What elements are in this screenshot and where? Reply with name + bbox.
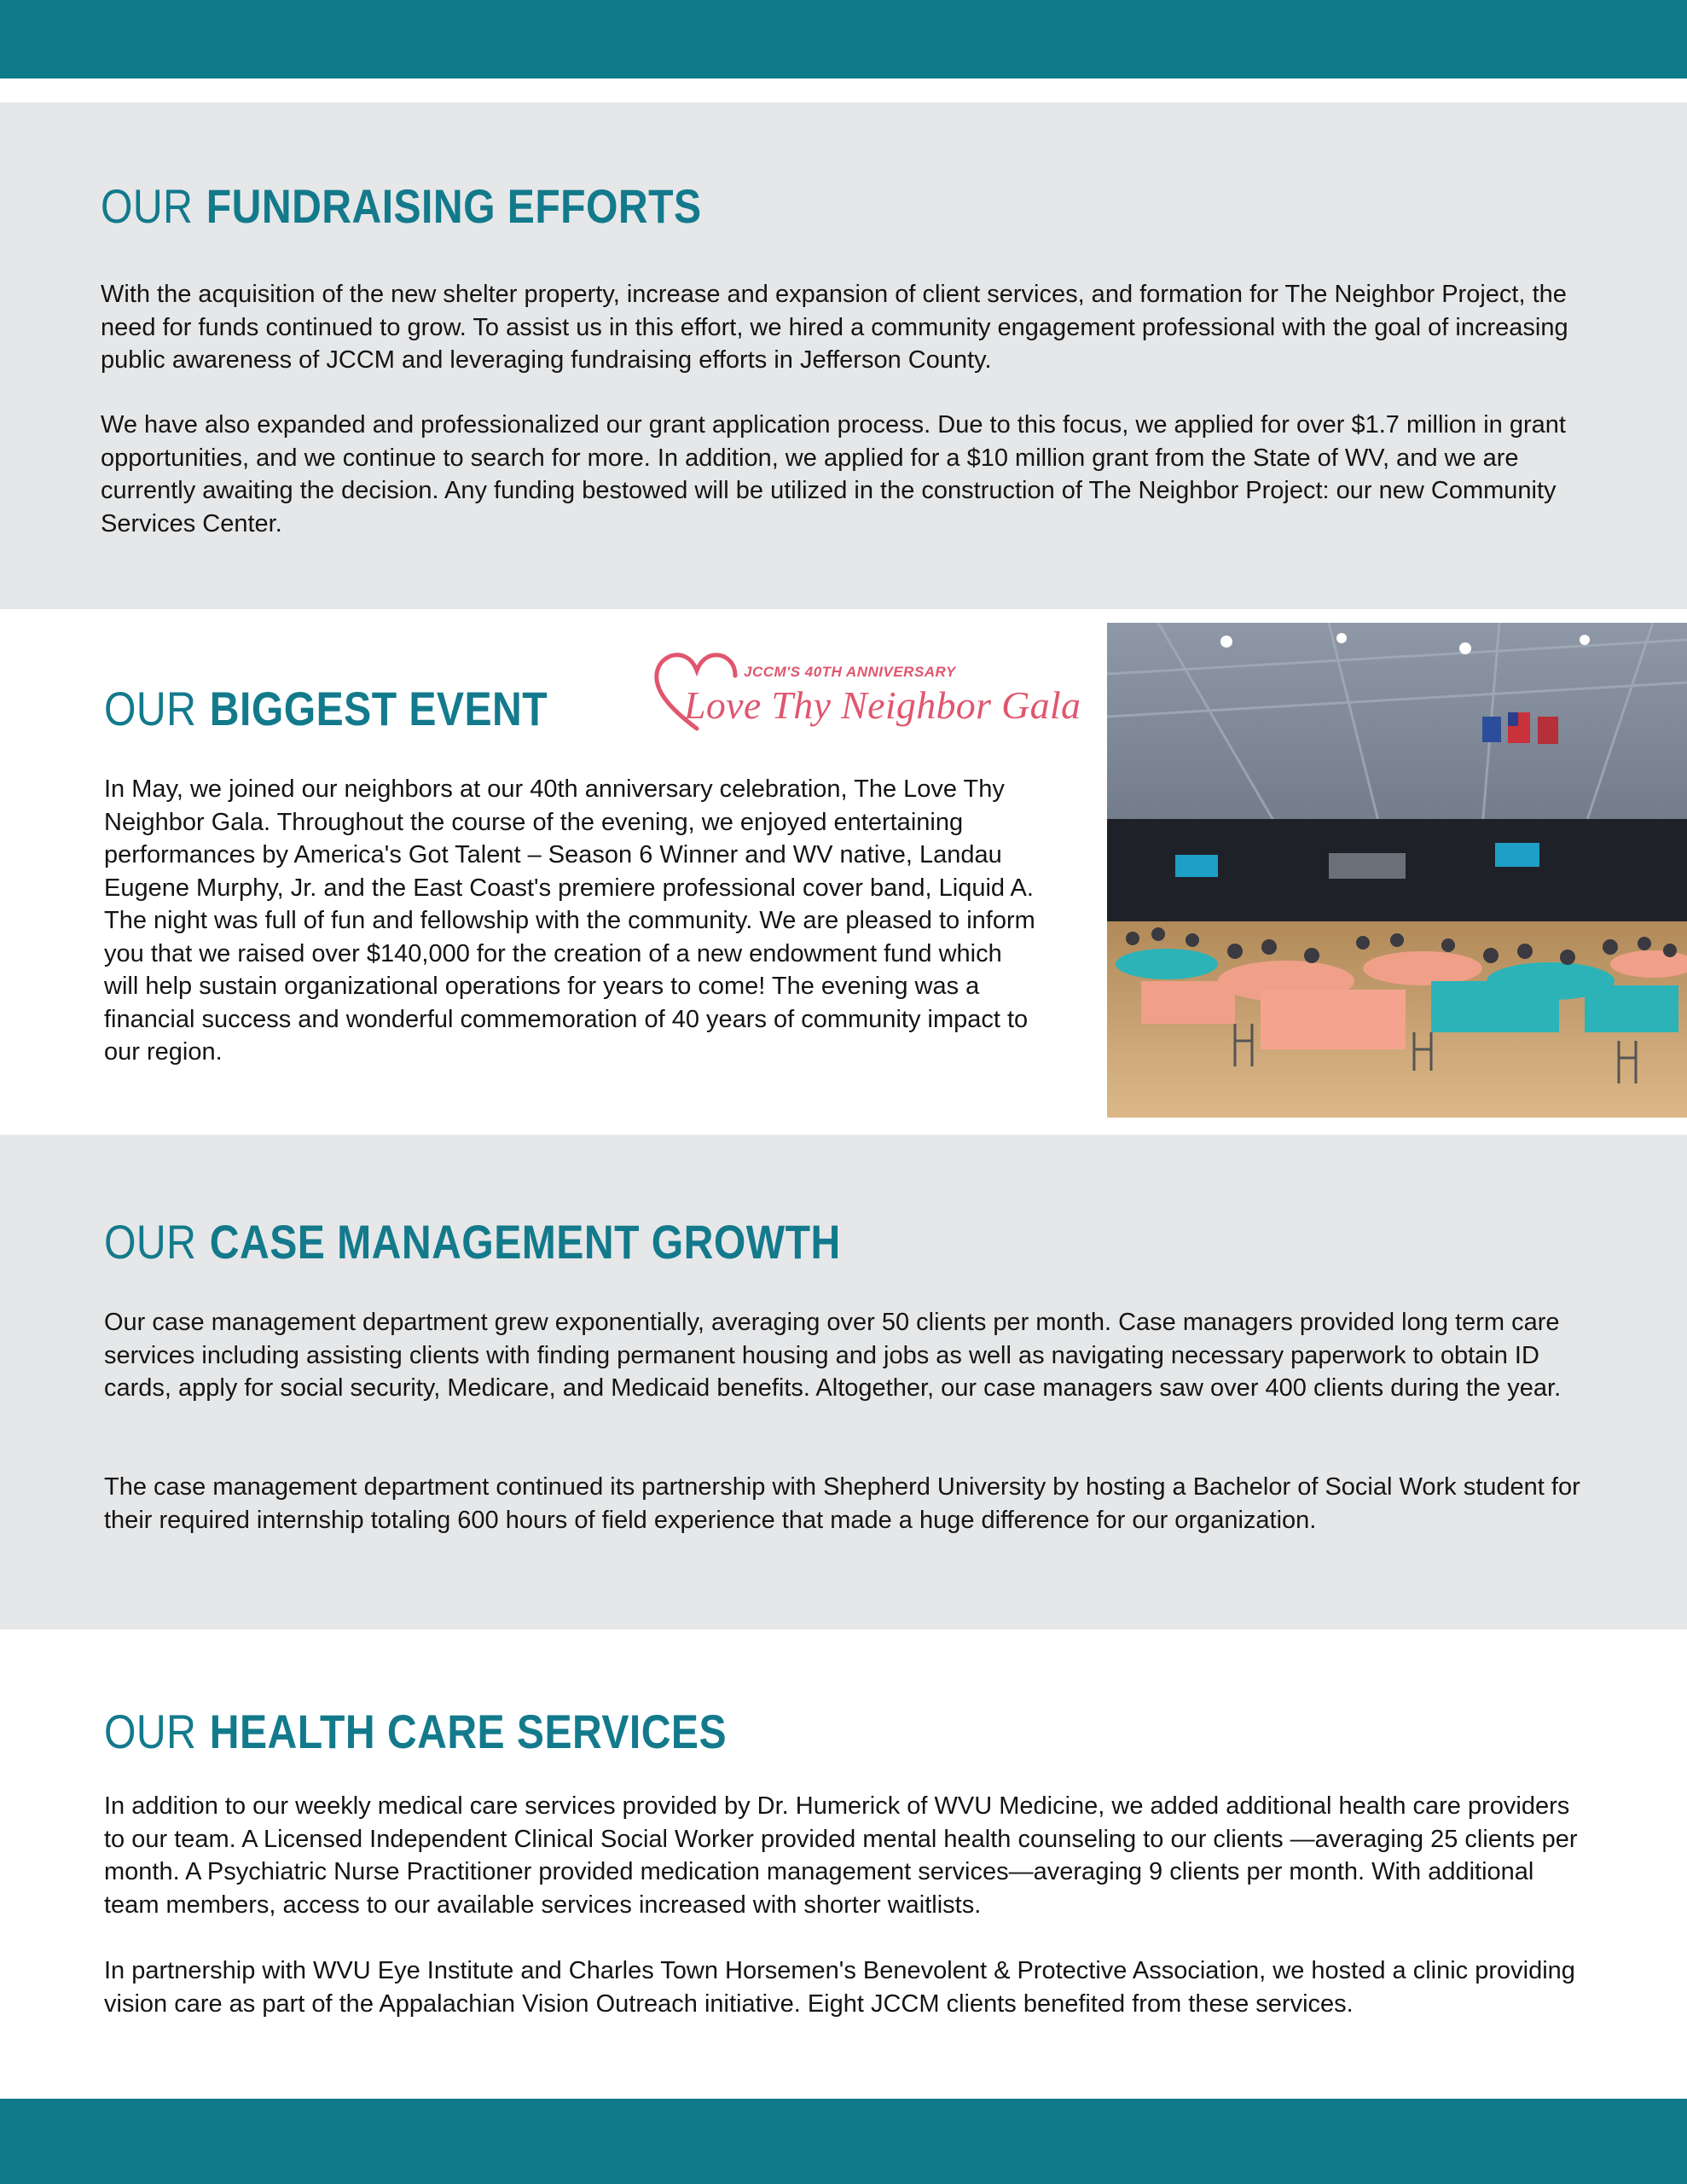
- event-heading: OUR BIGGEST EVENT: [104, 682, 548, 735]
- case-management-heading: OUR CASE MANAGEMENT GROWTH: [104, 1215, 841, 1269]
- health-care-paragraph-2: In partnership with WVU Eye Institute and Charles Town Horsemen's Benevolent & Protective Association, we hosted a clinic providing vision care as part of the Appalachian Vision Outreach initiative. Eight JCCM clients benefited from these services.: [104, 1957, 1575, 2018]
- case-management-paragraph-1: Our case management department grew exponentially, averaging over 50 clients per month. Case managers provided long term care services including assisting clients with finding permanent housing and jobs as well as navigating necessary paperwork to obtain ID cards, apply for social security, Medicare, and Medicaid benefits. Altogether, our case managers saw over 400 clients during the year.: [104, 1309, 1562, 1402]
- health-care-heading: OUR HEALTH CARE SERVICES: [104, 1705, 728, 1758]
- top-accent-bar: [0, 0, 1687, 78]
- health-care-paragraph-1: In addition to our weekly medical care services provided by Dr. Humerick of WVU Medicine, we added additional health care providers to our team. A Licensed Independent Clinical Social Worker provided mental health counseling to our clients —averaging 25 clients per month. A Psychiatric Nurse Practitioner provided medication management services—averaging 9 clients per month. With additional team members, access to our available services increased with shorter waitlists.: [104, 1792, 1578, 1919]
- gala-logo: [650, 650, 1081, 735]
- fundraising-heading: OUR FUNDRAISING EFFORTS: [101, 179, 702, 233]
- fundraising-paragraph-2: We have also expanded and professionalized our grant application process. Due to this focus, we applied for over $1.7 million in grant opportunities, and we continue to search for more. In addition, we applied for a $10 million grant from the State of WV, and we are currently awaiting the decision. Any funding bestowed will be utilized in the construction of The Neighbor Project: our new Community Services Center.: [101, 411, 1566, 537]
- case-management-paragraph-2: The case management department continued its partnership with Shepherd University by hosting a Bachelor of Social Work student for their required internship totaling 600 hours of field experience that made a huge difference for our organization.: [104, 1473, 1580, 1534]
- fundraising-paragraph-1: With the acquisition of the new shelter property, increase and expansion of client services, and formation for The Neighbor Project, the need for funds continued to grow. To assist us in this effort, we hired a community engagement professional with the goal of increasing public awareness of JCCM and leveraging fundraising efforts in Jefferson County.: [101, 281, 1568, 374]
- event-paragraph: In May, we joined our neighbors at our 40th anniversary celebration, The Love Thy Neighbor Gala. Throughout the course of the evening, we enjoyed entertaining performances by America's Got Talent – Season 6 Winner and WV native, Landau Eugene Murphy, Jr. and the East Coast's premiere professional cover band, Liquid A. The night was full of fun and fellowship with the community. We are pleased to inform you that we raised over $140,000 for the creation of a new endowment fund which will help sustain organizational operations for years to come! The evening was a financial success and wonderful commemoration of 40 years of community impact to our region.: [104, 775, 1035, 1066]
- gala-title: Love Thy Neighbor Gala: [684, 683, 1081, 727]
- bottom-accent-bar: [0, 2099, 1687, 2184]
- gala-event-photo: [1107, 623, 1687, 1118]
- gala-anniversary-label: JCCM'S 40TH ANNIVERSARY: [744, 664, 956, 680]
